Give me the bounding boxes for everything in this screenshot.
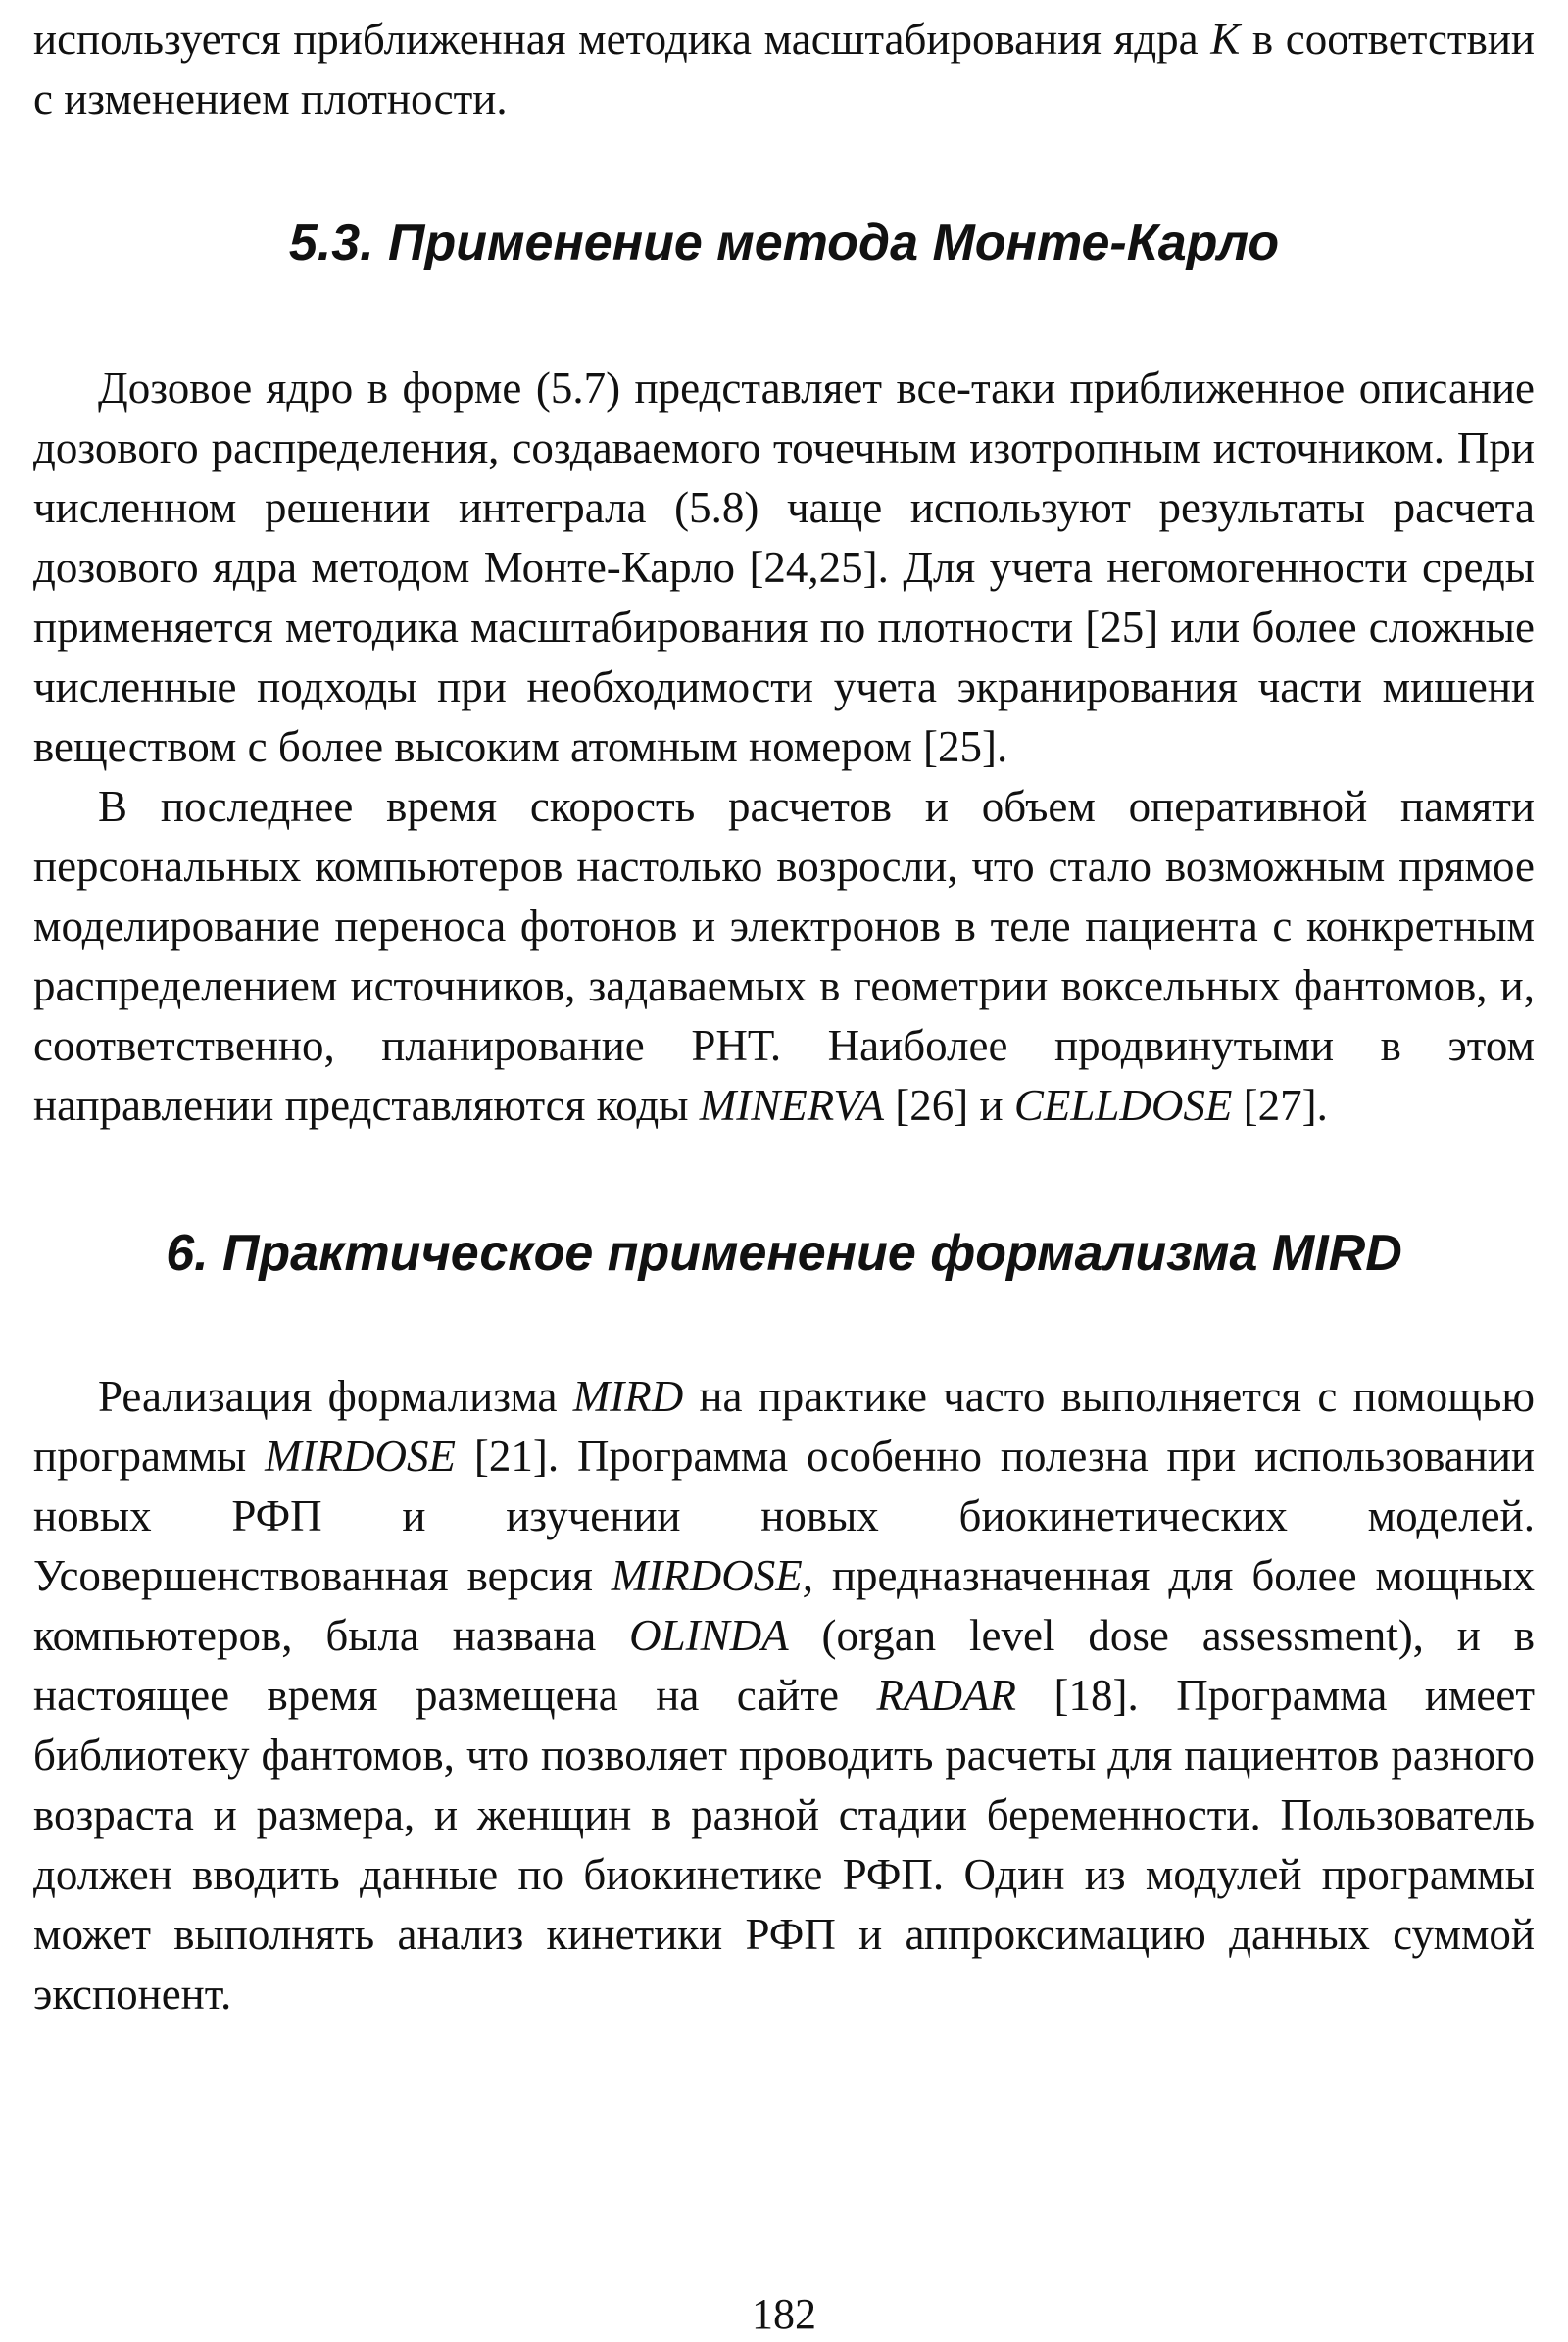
intro-paragraph — [33, 10, 1535, 129]
paragraph-text: предназначенная для более мощных компьютеров, была названа — [33, 1551, 1535, 1660]
program-name-olinda: OLINDA — [629, 1611, 789, 1660]
program-name-mirdose: MIRDOSE — [265, 1432, 457, 1481]
paragraph-text: В последнее время скорость расчетов и объем оперативной памяти персональных компьютеров настолько возросли, что стало возможным прямое моделирование переноса фотонов и электронов в теле пациента с конкретным распределением источников, задаваемых в геометрии воксельных фантомов, и, соответственно, планирование РНТ. Наиболее продвинутыми в этом направлении представляются коды — [33, 782, 1535, 1130]
paragraph-text: на практике часто выполняется с помощью программы — [33, 1372, 1535, 1481]
term-mird: MIRD — [572, 1372, 684, 1421]
code-name-minerva: MINERVA — [699, 1081, 885, 1130]
intro-text-a: используется приближенная методика масштабирования ядра — [33, 15, 1211, 64]
section-heading-5-3: 5.3. Применение метода Монте-Карло — [288, 215, 1280, 271]
program-name-mirdose-2: MIRDOSE, — [611, 1551, 813, 1600]
section-heading-6: 6. Практическое применение формализма MIRD — [166, 1225, 1402, 1282]
monte-carlo-paragraph-1: Дозовое ядро в форме (5.7) представляет все-таки приближенное описание дозового распределения, создаваемого точечным изотропным источником. При численном решении интеграла (5.8) чаще используют результаты расчета дозового ядра методом Монте-Карло [24,25]. Для учета негомогенности среды применяется методика масштабирования по плотности [25] или более сложные численные подходы при необходимости учета экранирования части мишени веществом с более высоким атомным номером [25]. — [33, 364, 1535, 771]
paragraph-text: [26] и — [884, 1081, 1014, 1130]
code-name-celldose: CELLDOSE — [1013, 1081, 1233, 1130]
mird-practice-paragraph — [33, 1367, 1535, 2025]
paragraph-text: [27]. — [1232, 1081, 1328, 1130]
paragraph-text: [18]. Программа имеет библиотеку фантомов, что позволяет проводить расчеты для пациентов разного возраста и размера, и женщин в разной стадии беременности. Пользователь должен вводить данные по биокинетике РФП. Один из модулей программы может выполнять анализ кинетики РФП и аппроксимацию данных суммой экспонент. — [33, 1671, 1535, 2019]
monte-carlo-paragraph-2 — [33, 777, 1535, 1136]
kernel-symbol: K — [1210, 15, 1241, 64]
document-page — [33, 10, 1536, 2338]
site-name-radar: RADAR — [876, 1671, 1016, 1720]
paragraph-text: [21]. Программа особенно полезна при использовании новых РФП и изучении новых биокинетических моделей. Усовершенствованная версия — [33, 1432, 1536, 1600]
page-number: 182 — [752, 2290, 816, 2338]
intro-text-b: в соответствии с изменением плотности. — [33, 15, 1536, 123]
paragraph-text: (organ level dose assessment), и в настоящее время размещена на сайте — [33, 1611, 1535, 1720]
paragraph-text: Реализация формализма — [98, 1372, 573, 1421]
